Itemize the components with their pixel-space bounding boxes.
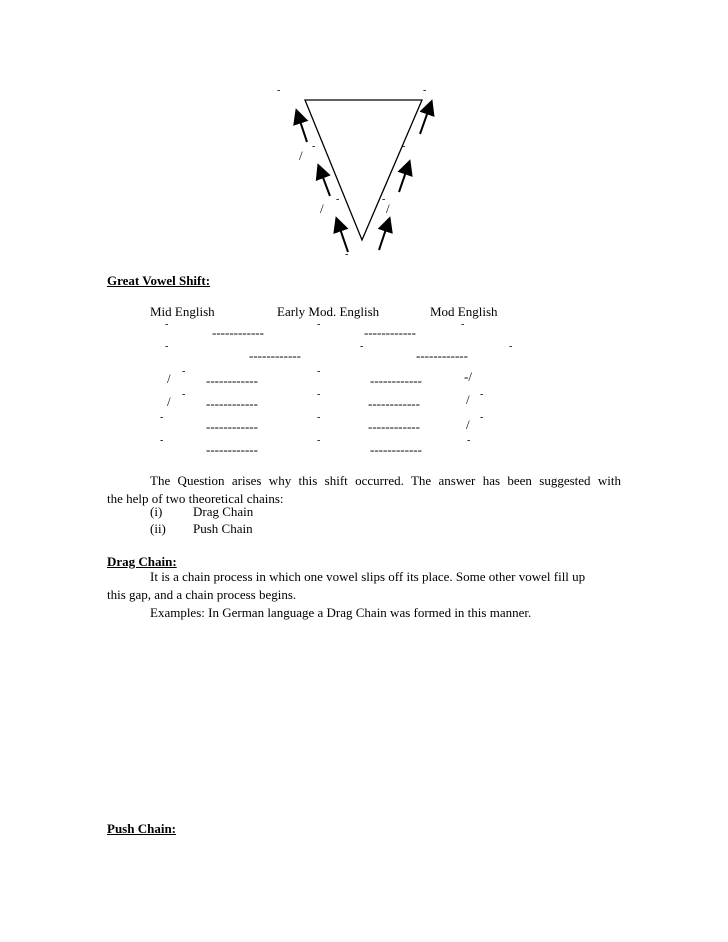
shift-cell: -/	[464, 369, 472, 384]
shift-cell: -	[461, 319, 465, 330]
arrow-right-low	[379, 220, 389, 250]
list-item-push-chain: Push Chain	[193, 521, 253, 536]
diagram-mark: /	[299, 148, 303, 163]
diagram-mark: -	[336, 194, 340, 205]
arrow-right-top	[420, 103, 431, 134]
shift-cell: ------------	[370, 373, 422, 388]
drag-line-3: Examples: In German language a Drag Chain was formed in this manner.	[150, 605, 532, 620]
section-heading-great-vowel-shift: Great Vowel Shift:	[107, 273, 211, 288]
shift-cell: /	[167, 394, 171, 409]
shift-cell: -	[317, 389, 321, 400]
shift-cell: -	[317, 319, 321, 330]
intro-paragraph	[107, 472, 621, 508]
shift-cell: -	[317, 435, 321, 446]
shift-cell: /	[167, 371, 171, 386]
diagram-mark: -	[402, 141, 406, 152]
inverted-triangle	[305, 100, 422, 240]
diagram-mark: /	[386, 201, 390, 216]
shift-cell: -	[360, 341, 364, 352]
shift-cell: /	[466, 392, 470, 407]
arrow-left-mid	[319, 167, 330, 196]
shift-cell: -	[480, 412, 484, 423]
diagram-mark: -	[312, 141, 316, 152]
arrow-left-top	[297, 112, 307, 142]
shift-cell: -	[467, 435, 471, 446]
shift-cell: ------------	[212, 325, 264, 340]
drag-line-1: It is a chain process in which one vowel slips off its place. Some other vowel fill up	[150, 569, 586, 584]
shift-cell: ------------	[416, 348, 468, 363]
drag-chain-paragraph	[107, 568, 621, 622]
shift-cell: -	[165, 319, 169, 330]
diagram-mark: -	[382, 194, 386, 205]
column-header: Mid English	[150, 304, 215, 319]
diagram-mark: -	[277, 85, 281, 96]
intro-line-1: The Question arises why this shift occurred. The answer has been suggested with	[150, 473, 621, 488]
arrow-right-mid	[399, 163, 409, 192]
shift-cell: ------------	[370, 442, 422, 457]
shift-cell: ------------	[368, 419, 420, 434]
shift-cell: ------------	[249, 348, 301, 363]
shift-cell: -	[182, 389, 186, 400]
section-heading-push-chain: Push Chain:	[107, 821, 176, 836]
list-number: (ii)	[150, 521, 166, 536]
column-header: Early Mod. English	[277, 304, 380, 319]
shift-cell: /	[466, 417, 470, 432]
shift-cell: ------------	[206, 396, 258, 411]
shift-cell: ------------	[206, 373, 258, 388]
shift-cell: -	[480, 389, 484, 400]
list-item-drag-chain: Drag Chain	[193, 504, 254, 519]
column-header: Mod English	[430, 304, 498, 319]
shift-cell: -	[160, 435, 164, 446]
shift-cell: ------------	[206, 419, 258, 434]
shift-cell: ------------	[206, 442, 258, 457]
diagram-mark: /	[320, 201, 324, 216]
shift-cell: -	[509, 341, 513, 352]
diagram-mark: -	[345, 249, 349, 260]
shift-cell: -	[317, 366, 321, 377]
drag-line-2: this gap, and a chain process begins.	[107, 587, 297, 602]
shift-cell: ------------	[364, 325, 416, 340]
shift-cell: -	[160, 412, 164, 423]
arrow-left-low	[337, 220, 348, 252]
shift-cell: ------------	[368, 396, 420, 411]
section-heading-drag-chain: Drag Chain:	[107, 554, 177, 569]
list-number: (i)	[150, 504, 163, 519]
shift-cell: -	[317, 412, 321, 423]
shift-cell: -	[182, 366, 186, 377]
shift-cell: -	[165, 341, 169, 352]
diagram-mark: -	[423, 85, 427, 96]
intro-line-2: the help of two theoretical chains:	[107, 491, 284, 506]
vowel-triangle-diagram	[0, 0, 728, 270]
